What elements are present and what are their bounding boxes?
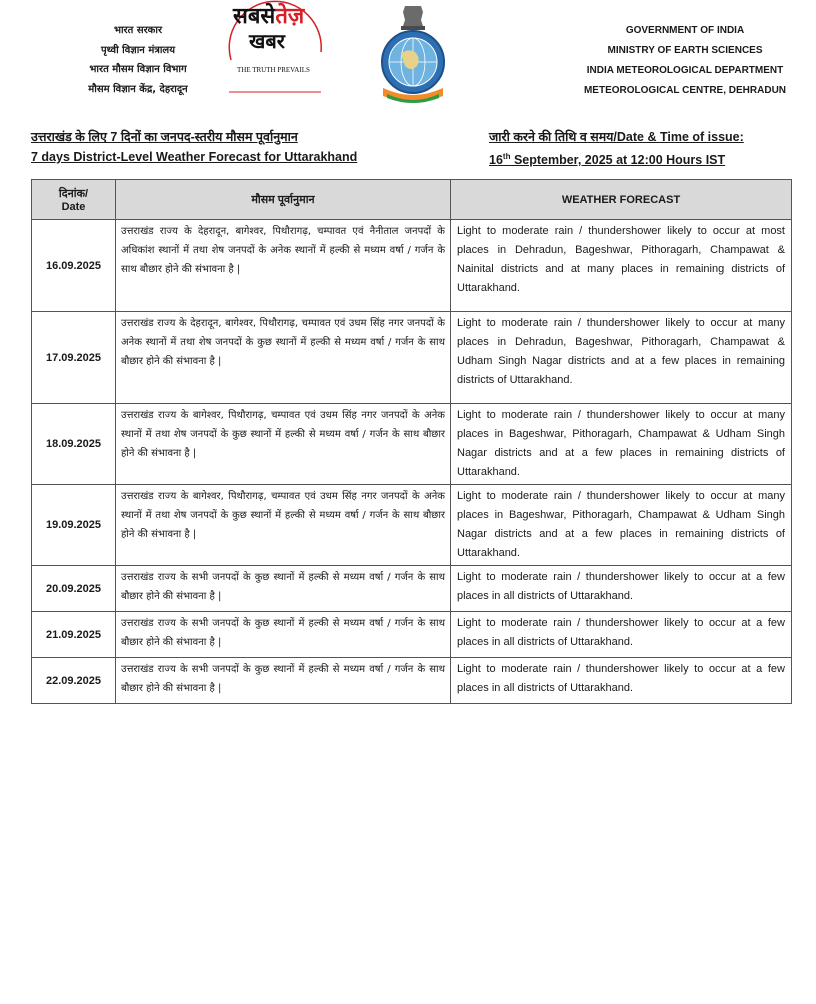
table-row [32, 566, 792, 612]
brand-wordmark-line1 [233, 4, 304, 30]
brand-wordmark-line2: खबर [249, 29, 285, 53]
date-cell: 22.09.2025 [32, 658, 116, 704]
table-row [32, 612, 792, 658]
brand-logo [225, 0, 325, 96]
brand-word-black: सबसे [233, 4, 276, 29]
issue-day-suffix: th [502, 152, 511, 161]
header-english-line: MINISTRY OF EARTH SCIENCES [607, 45, 763, 56]
date-cell: 20.09.2025 [32, 566, 116, 612]
header-english-line: GOVERNMENT OF INDIA [625, 25, 745, 36]
table-row [32, 312, 792, 404]
hindi-forecast-cell: उत्तराखंड राज्य के सभी जनपदों के कुछ स्थानों में हल्की से मध्यम वर्षा / गर्जन के साथ बौछार होने की संभावना है | [116, 566, 451, 612]
header-hindi-block [58, 21, 218, 99]
hindi-forecast-cell: उत्तराखंड राज्य के देहरादून, बागेश्वर, पिथौरागढ़, चम्पावत एवं नैनीताल जनपदों के अधिकांश स्थानों में तथा शेष जनपदों के अनेक स्थानों में हल्की से मध्यम वर्षा / गर्जन के साथ बौछार होने की संभावना है | [116, 220, 451, 312]
issue-day: 16 [489, 153, 503, 168]
date-cell: 17.09.2025 [32, 312, 116, 404]
english-forecast-cell: Light to moderate rain / thundershower likely to occur at many places in Bageshwar, Pithoragarh, Champawat & Udham Singh Nagar districts and at a few places in remaining districts of Uttarakhand. [451, 485, 792, 566]
issue-datetime [489, 127, 789, 170]
header-english-line: METEOROLOGICAL CENTRE, DEHRADUN [583, 85, 787, 96]
table-row [32, 485, 792, 566]
date-cell: 16.09.2025 [32, 220, 116, 312]
issue-datetime-value [489, 147, 789, 170]
table-row [32, 658, 792, 704]
header-english-line: INDIA METEOROLOGICAL DEPARTMENT [586, 65, 784, 76]
date-header-hindi: दिनांक/ [58, 188, 89, 200]
header-hindi-line: मौसम विज्ञान केंद्र, देहरादून [88, 83, 188, 95]
brand-word-red: तेज़ [275, 4, 305, 29]
hindi-forecast-cell: उत्तराखंड राज्य के देहरादून, बागेश्वर, पिथौरागढ़, चम्पावत एवं उधम सिंह नगर जनपदों के अनेक स्थानों में तथा शेष जनपदों के कुछ स्थानों में हल्की से मध्यम वर्षा / गर्जन के साथ बौछार होने की संभावना है | [116, 312, 451, 404]
imd-emblem-icon [377, 2, 449, 108]
forecast-table [31, 179, 792, 704]
english-forecast-cell: Light to moderate rain / thundershower likely to occur at a few places in all districts of Uttarakhand. [451, 566, 792, 612]
header-hindi-line: पृथ्वी विज्ञान मंत्रालय [100, 44, 176, 56]
hindi-forecast-cell: उत्तराखंड राज्य के बागेश्वर, पिथौरागढ़, चम्पावत एवं उधम सिंह नगर जनपदों के अनेक स्थानों में तथा शेष जनपदों के कुछ स्थानों में हल्की से मध्यम वर्षा / गर्जन के साथ बौछार होने की संभावना है | [116, 485, 451, 566]
issue-date-rest: September, 2025 at 12:00 Hours IST [510, 153, 726, 168]
issue-datetime-label: जारी करने की तिथि व समय/Date & Time of issue: [489, 130, 744, 144]
english-forecast-cell: Light to moderate rain / thundershower likely to occur at a few places in all districts of Uttarakhand. [451, 612, 792, 658]
header-hindi-line: भारत मौसम विज्ञान विभाग [89, 64, 187, 75]
brand-tagline: THE TRUTH PREVAILS [237, 66, 310, 74]
english-forecast-cell: Light to moderate rain / thundershower likely to occur at most places in Dehradun, Bageshwar, Pithoragarh, Champawat & Nainital districts and at many places in remaining districts of Uttarakhand. [451, 220, 792, 312]
table-row [32, 404, 792, 485]
date-cell: 19.09.2025 [32, 485, 116, 566]
table-row [32, 220, 792, 312]
table-header-row [32, 180, 792, 220]
hindi-forecast-cell: उत्तराखंड राज्य के बागेश्वर, पिथौरागढ़, चम्पावत एवं उधम सिंह नगर जनपदों के अनेक स्थानों में तथा शेष जनपदों के कुछ स्थानों में हल्की से मध्यम वर्षा / गर्जन के साथ बौछार होने की संभावना है | [116, 404, 451, 485]
english-forecast-cell: Light to moderate rain / thundershower likely to occur at a few places in all districts of Uttarakhand. [451, 658, 792, 704]
date-cell: 18.09.2025 [32, 404, 116, 485]
hindi-forecast-column-header: मौसम पूर्वानुमान [116, 180, 451, 220]
date-header-english: Date [61, 201, 86, 213]
forecast-title [31, 127, 431, 167]
forecast-title-english: 7 days District-Level Weather Forecast for Uttarakhand [31, 150, 358, 164]
header-english-block [578, 21, 792, 101]
hindi-forecast-cell: उत्तराखंड राज्य के सभी जनपदों के कुछ स्थानों में हल्की से मध्यम वर्षा / गर्जन के साथ बौछार होने की संभावना है | [116, 658, 451, 704]
english-forecast-cell: Light to moderate rain / thundershower likely to occur at many places in Bageshwar, Pithoragarh, Champawat & Udham Singh Nagar districts and at a few places in remaining districts of Uttarakhand. [451, 404, 792, 485]
date-cell: 21.09.2025 [32, 612, 116, 658]
hindi-forecast-cell: उत्तराखंड राज्य के सभी जनपदों के कुछ स्थानों में हल्की से मध्यम वर्षा / गर्जन के साथ बौछार होने की संभावना है | [116, 612, 451, 658]
header-hindi-line: भारत सरकार [113, 25, 163, 36]
english-forecast-cell: Light to moderate rain / thundershower likely to occur at many places in Dehradun, Bageshwar, Pithoragarh, Champawat & Udham Singh Nagar districts and at a few places in remaining districts of Uttarakhand. [451, 312, 792, 404]
english-forecast-column-header: WEATHER FORECAST [451, 180, 792, 220]
forecast-title-hindi: उत्तराखंड के लिए 7 दिनों का जनपद-स्तरीय मौसम पूर्वानुमान [31, 130, 298, 144]
date-column-header [32, 180, 116, 220]
